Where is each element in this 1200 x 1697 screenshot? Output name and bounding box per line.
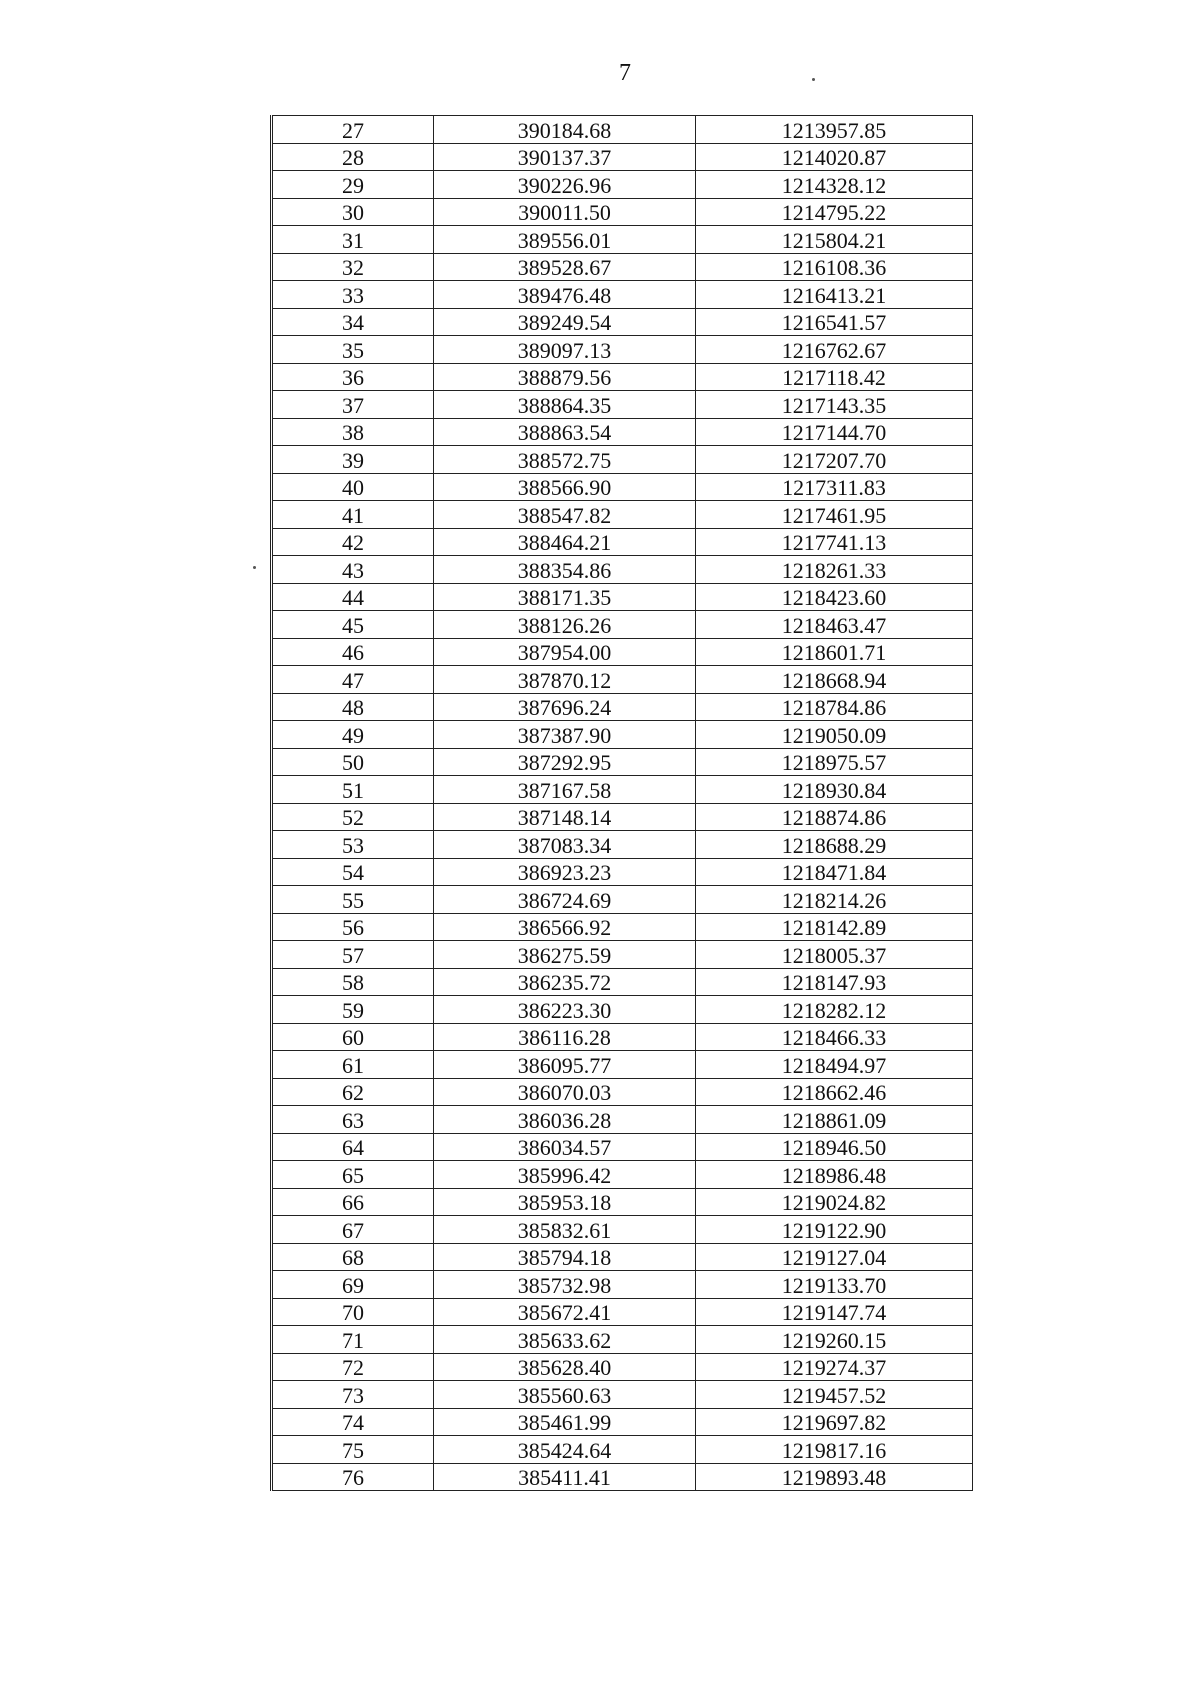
x-coordinate-cell: 386095.77 (434, 1051, 696, 1079)
point-number-cell: 62 (272, 1078, 434, 1106)
point-number-cell: 51 (272, 776, 434, 804)
table-row (272, 226, 973, 254)
x-coordinate-cell: 388547.82 (434, 501, 696, 529)
x-coordinate-cell: 386566.92 (434, 913, 696, 941)
y-coordinate-cell: 1219133.70 (696, 1271, 973, 1299)
point-number-cell: 47 (272, 666, 434, 694)
y-coordinate-cell: 1219893.48 (696, 1463, 973, 1491)
table-row (272, 913, 973, 941)
table-row (272, 253, 973, 281)
x-coordinate-cell: 385461.99 (434, 1408, 696, 1436)
x-coordinate-cell: 386034.57 (434, 1133, 696, 1161)
point-number-cell: 50 (272, 748, 434, 776)
point-number-cell: 56 (272, 913, 434, 941)
table-row (272, 143, 973, 171)
point-number-cell: 42 (272, 528, 434, 556)
page-number: 7 (619, 60, 631, 86)
table-row (272, 418, 973, 446)
y-coordinate-cell: 1218861.09 (696, 1106, 973, 1134)
x-coordinate-cell: 385996.42 (434, 1161, 696, 1189)
table-row (272, 281, 973, 309)
y-coordinate-cell: 1216108.36 (696, 253, 973, 281)
table-row (272, 1381, 973, 1409)
x-coordinate-cell: 387292.95 (434, 748, 696, 776)
point-number-cell: 48 (272, 693, 434, 721)
x-coordinate-cell: 385672.41 (434, 1298, 696, 1326)
point-number-cell: 37 (272, 391, 434, 419)
x-coordinate-cell: 387870.12 (434, 666, 696, 694)
table-row (272, 1436, 973, 1464)
y-coordinate-cell: 1214020.87 (696, 143, 973, 171)
point-number-cell: 63 (272, 1106, 434, 1134)
table-row (272, 611, 973, 639)
x-coordinate-cell: 385424.64 (434, 1436, 696, 1464)
y-coordinate-cell: 1217741.13 (696, 528, 973, 556)
y-coordinate-cell: 1219274.37 (696, 1353, 973, 1381)
y-coordinate-cell: 1218494.97 (696, 1051, 973, 1079)
x-coordinate-cell: 389528.67 (434, 253, 696, 281)
y-coordinate-cell: 1218975.57 (696, 748, 973, 776)
table-row (272, 1216, 973, 1244)
x-coordinate-cell: 385633.62 (434, 1326, 696, 1354)
table-row (272, 776, 973, 804)
table-row (272, 858, 973, 886)
point-number-cell: 38 (272, 418, 434, 446)
table-row (272, 996, 973, 1024)
y-coordinate-cell: 1218874.86 (696, 803, 973, 831)
point-number-cell: 75 (272, 1436, 434, 1464)
y-coordinate-cell: 1218930.84 (696, 776, 973, 804)
x-coordinate-cell: 388126.26 (434, 611, 696, 639)
table-row (272, 1023, 973, 1051)
y-coordinate-cell: 1218005.37 (696, 941, 973, 969)
x-coordinate-cell: 389249.54 (434, 308, 696, 336)
point-number-cell: 45 (272, 611, 434, 639)
table-row (272, 473, 973, 501)
point-number-cell: 55 (272, 886, 434, 914)
y-coordinate-cell: 1219024.82 (696, 1188, 973, 1216)
table-row (272, 336, 973, 364)
y-coordinate-cell: 1218601.71 (696, 638, 973, 666)
point-number-cell: 36 (272, 363, 434, 391)
x-coordinate-cell: 389476.48 (434, 281, 696, 309)
point-number-cell: 29 (272, 171, 434, 199)
table-row (272, 693, 973, 721)
y-coordinate-cell: 1218463.47 (696, 611, 973, 639)
y-coordinate-cell: 1217207.70 (696, 446, 973, 474)
point-number-cell: 41 (272, 501, 434, 529)
table-row (272, 831, 973, 859)
point-number-cell: 74 (272, 1408, 434, 1436)
y-coordinate-cell: 1217118.42 (696, 363, 973, 391)
x-coordinate-cell: 386275.59 (434, 941, 696, 969)
x-coordinate-cell: 386923.23 (434, 858, 696, 886)
x-coordinate-cell: 388354.86 (434, 556, 696, 584)
y-coordinate-cell: 1218688.29 (696, 831, 973, 859)
point-number-cell: 60 (272, 1023, 434, 1051)
point-number-cell: 46 (272, 638, 434, 666)
x-coordinate-cell: 385411.41 (434, 1463, 696, 1491)
y-coordinate-cell: 1219127.04 (696, 1243, 973, 1271)
point-number-cell: 69 (272, 1271, 434, 1299)
point-number-cell: 35 (272, 336, 434, 364)
point-number-cell: 61 (272, 1051, 434, 1079)
x-coordinate-cell: 389097.13 (434, 336, 696, 364)
y-coordinate-cell: 1218946.50 (696, 1133, 973, 1161)
x-coordinate-cell: 387083.34 (434, 831, 696, 859)
y-coordinate-cell: 1218282.12 (696, 996, 973, 1024)
point-number-cell: 76 (272, 1463, 434, 1491)
x-coordinate-cell: 386235.72 (434, 968, 696, 996)
table-row (272, 748, 973, 776)
table-row (272, 583, 973, 611)
x-coordinate-cell: 386724.69 (434, 886, 696, 914)
point-number-cell: 73 (272, 1381, 434, 1409)
point-number-cell: 32 (272, 253, 434, 281)
table-row (272, 1133, 973, 1161)
table-row (272, 1408, 973, 1436)
point-number-cell: 64 (272, 1133, 434, 1161)
x-coordinate-cell: 390226.96 (434, 171, 696, 199)
point-number-cell: 53 (272, 831, 434, 859)
table-row (272, 391, 973, 419)
y-coordinate-cell: 1218466.33 (696, 1023, 973, 1051)
y-coordinate-cell: 1219122.90 (696, 1216, 973, 1244)
table-row (272, 528, 973, 556)
y-coordinate-cell: 1213957.85 (696, 116, 973, 144)
table-row (272, 941, 973, 969)
x-coordinate-cell: 385732.98 (434, 1271, 696, 1299)
table-row (272, 1271, 973, 1299)
point-number-cell: 70 (272, 1298, 434, 1326)
y-coordinate-cell: 1218147.93 (696, 968, 973, 996)
point-number-cell: 67 (272, 1216, 434, 1244)
y-coordinate-cell: 1218423.60 (696, 583, 973, 611)
table-row (272, 116, 973, 144)
table-row (272, 638, 973, 666)
y-coordinate-cell: 1216541.57 (696, 308, 973, 336)
point-number-cell: 54 (272, 858, 434, 886)
point-number-cell: 71 (272, 1326, 434, 1354)
table-row (272, 1298, 973, 1326)
table-row (272, 171, 973, 199)
y-coordinate-cell: 1219147.74 (696, 1298, 973, 1326)
point-number-cell: 52 (272, 803, 434, 831)
table-row (272, 1051, 973, 1079)
y-coordinate-cell: 1215804.21 (696, 226, 973, 254)
x-coordinate-cell: 390184.68 (434, 116, 696, 144)
point-number-cell: 33 (272, 281, 434, 309)
y-coordinate-cell: 1217144.70 (696, 418, 973, 446)
y-coordinate-cell: 1214328.12 (696, 171, 973, 199)
y-coordinate-cell: 1218986.48 (696, 1161, 973, 1189)
x-coordinate-cell: 388171.35 (434, 583, 696, 611)
table-row (272, 1188, 973, 1216)
table-row (272, 1161, 973, 1189)
x-coordinate-cell: 385794.18 (434, 1243, 696, 1271)
x-coordinate-cell: 388464.21 (434, 528, 696, 556)
table-row (272, 803, 973, 831)
x-coordinate-cell: 388566.90 (434, 473, 696, 501)
x-coordinate-cell: 386070.03 (434, 1078, 696, 1106)
point-number-cell: 28 (272, 143, 434, 171)
y-coordinate-cell: 1218142.89 (696, 913, 973, 941)
x-coordinate-cell: 388879.56 (434, 363, 696, 391)
point-number-cell: 43 (272, 556, 434, 584)
table-row (272, 721, 973, 749)
y-coordinate-cell: 1216413.21 (696, 281, 973, 309)
y-coordinate-cell: 1217461.95 (696, 501, 973, 529)
point-number-cell: 30 (272, 198, 434, 226)
x-coordinate-cell: 389556.01 (434, 226, 696, 254)
y-coordinate-cell: 1218784.86 (696, 693, 973, 721)
y-coordinate-cell: 1217311.83 (696, 473, 973, 501)
y-coordinate-cell: 1218214.26 (696, 886, 973, 914)
y-coordinate-cell: 1214795.22 (696, 198, 973, 226)
table-row (272, 1078, 973, 1106)
coordinate-table-body (272, 116, 973, 1491)
point-number-cell: 57 (272, 941, 434, 969)
x-coordinate-cell: 390011.50 (434, 198, 696, 226)
x-coordinate-cell: 385953.18 (434, 1188, 696, 1216)
x-coordinate-cell: 386223.30 (434, 996, 696, 1024)
y-coordinate-cell: 1219260.15 (696, 1326, 973, 1354)
table-row (272, 666, 973, 694)
table-row (272, 1106, 973, 1134)
y-coordinate-cell: 1218662.46 (696, 1078, 973, 1106)
x-coordinate-cell: 390137.37 (434, 143, 696, 171)
point-number-cell: 27 (272, 116, 434, 144)
x-coordinate-cell: 387954.00 (434, 638, 696, 666)
point-number-cell: 34 (272, 308, 434, 336)
y-coordinate-cell: 1216762.67 (696, 336, 973, 364)
point-number-cell: 58 (272, 968, 434, 996)
x-coordinate-cell: 388572.75 (434, 446, 696, 474)
table-row (272, 501, 973, 529)
y-coordinate-cell: 1218261.33 (696, 556, 973, 584)
x-coordinate-cell: 388863.54 (434, 418, 696, 446)
point-number-cell: 68 (272, 1243, 434, 1271)
x-coordinate-cell: 387387.90 (434, 721, 696, 749)
x-coordinate-cell: 385560.63 (434, 1381, 696, 1409)
x-coordinate-cell: 387167.58 (434, 776, 696, 804)
coordinate-table (270, 115, 973, 1491)
table-row (272, 968, 973, 996)
table-row (272, 446, 973, 474)
point-number-cell: 49 (272, 721, 434, 749)
x-coordinate-cell: 387148.14 (434, 803, 696, 831)
y-coordinate-cell: 1219457.52 (696, 1381, 973, 1409)
point-number-cell: 65 (272, 1161, 434, 1189)
table-row (272, 886, 973, 914)
x-coordinate-cell: 387696.24 (434, 693, 696, 721)
table-row (272, 308, 973, 336)
scan-speck (253, 566, 256, 569)
point-number-cell: 31 (272, 226, 434, 254)
x-coordinate-cell: 386036.28 (434, 1106, 696, 1134)
y-coordinate-cell: 1219817.16 (696, 1436, 973, 1464)
x-coordinate-cell: 386116.28 (434, 1023, 696, 1051)
y-coordinate-cell: 1219697.82 (696, 1408, 973, 1436)
y-coordinate-cell: 1218471.84 (696, 858, 973, 886)
point-number-cell: 44 (272, 583, 434, 611)
point-number-cell: 39 (272, 446, 434, 474)
table-row (272, 1326, 973, 1354)
table-row (272, 556, 973, 584)
point-number-cell: 66 (272, 1188, 434, 1216)
table-row (272, 1463, 973, 1491)
y-coordinate-cell: 1217143.35 (696, 391, 973, 419)
table-row (272, 1243, 973, 1271)
y-coordinate-cell: 1219050.09 (696, 721, 973, 749)
x-coordinate-cell: 388864.35 (434, 391, 696, 419)
x-coordinate-cell: 385832.61 (434, 1216, 696, 1244)
point-number-cell: 40 (272, 473, 434, 501)
table-row (272, 1353, 973, 1381)
y-coordinate-cell: 1218668.94 (696, 666, 973, 694)
x-coordinate-cell: 385628.40 (434, 1353, 696, 1381)
table-row (272, 198, 973, 226)
scan-speck (812, 78, 815, 81)
point-number-cell: 72 (272, 1353, 434, 1381)
table-row (272, 363, 973, 391)
point-number-cell: 59 (272, 996, 434, 1024)
